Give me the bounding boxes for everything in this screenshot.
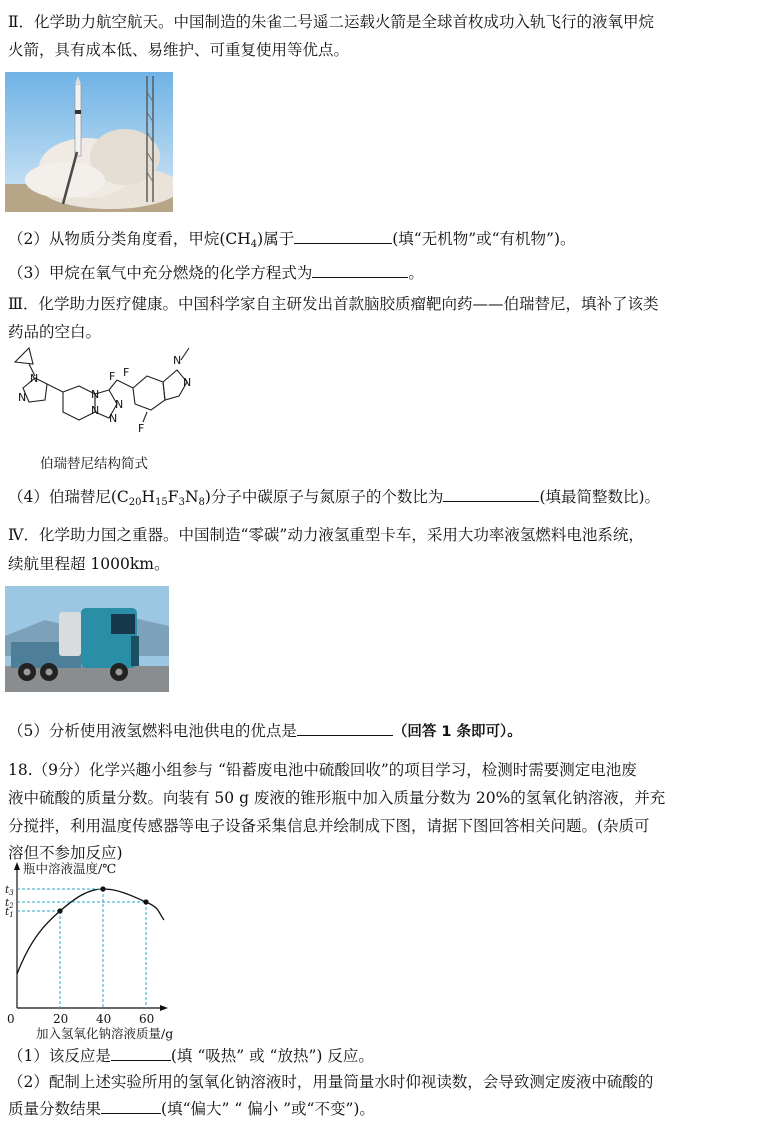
q5-text-post: （回答 1 条即可）。 xyxy=(392,724,522,740)
q4-answer-blank[interactable] xyxy=(443,484,539,502)
data-point xyxy=(100,886,105,891)
formula-element: H xyxy=(141,488,156,506)
x-tick-label: 60 xyxy=(139,1012,155,1026)
q18-2-line-1: （2）配制上述实验所用的氢氧化钠溶液时，用量筒量水时仰视读数，会导致测定废液中硫酸的 xyxy=(8,1073,654,1091)
q18-line-1: 18.（9分）化学兴趣小组参与 “铅蓄废电池中硫酸回收”的项目学习，检测时需要测定电池废 xyxy=(8,761,637,779)
q18-line-2: 液中硫酸的质量分数。向装有 50 g 废液的锥形瓶中加入质量分数为 20%的氢氧化钠溶液，并充 xyxy=(8,789,666,807)
atom-label: N xyxy=(173,354,182,367)
question-3 xyxy=(8,260,424,285)
question-2 xyxy=(8,226,576,257)
q5-answer-blank[interactable] xyxy=(297,718,393,736)
q18-1 xyxy=(8,1043,374,1068)
q18-1-text-pre: （1）该反应是 xyxy=(8,1047,111,1065)
atom-label: F xyxy=(109,370,116,383)
formula-element: C xyxy=(116,488,129,506)
formula-element: N xyxy=(184,488,199,506)
q18-2-text-pre: 质量分数结果 xyxy=(8,1100,102,1118)
section-3-line-2: 药品的空白。 xyxy=(8,323,102,341)
data-point xyxy=(143,899,148,904)
q18-line-3: 分搅拌，利用温度传感器等电子设备采集信息并绘制成下图，请据下图回答相关问题。(杂质可 xyxy=(8,817,650,835)
y-tick-subscript: 1 xyxy=(9,911,14,919)
q5-text-pre: （5）分析使用液氢燃料电池供电的优点是 xyxy=(8,722,297,740)
q18-2-answer-blank[interactable] xyxy=(101,1096,161,1114)
molecule-atom-labels xyxy=(18,354,191,435)
atom-label: N xyxy=(30,372,39,385)
q2-text-post: (填“无机物”或“有机物”)。 xyxy=(392,230,576,248)
atom-label: N xyxy=(183,376,192,389)
y-tick-label: t2 xyxy=(5,897,14,910)
y-tick-subscript: 3 xyxy=(9,889,14,897)
q4-text-post: (填最简整数比)。 xyxy=(539,488,661,506)
truck-image xyxy=(5,586,169,692)
atom-label: F xyxy=(123,366,130,379)
formula-subscript: 8 xyxy=(198,497,205,508)
y-axis-label: 瓶中溶液温度/℃ xyxy=(23,861,117,876)
question-4 xyxy=(8,484,660,515)
section-2-line-2: 火箭，具有成本低、易维护、可重复使用等优点。 xyxy=(8,41,350,59)
rocket-launch-image xyxy=(5,72,173,212)
formula-element: F xyxy=(167,488,179,506)
x-axis-arrow xyxy=(160,1005,168,1011)
section-2-line-1: Ⅱ．化学助力航空航天。中国制造的朱雀二号遥二运载火箭是全球首枚成功入轨飞行的液氧甲烷 xyxy=(8,13,655,31)
section-4-line-2: 续航里程超 1000km。 xyxy=(8,555,170,573)
section-3-line-1: Ⅲ．化学助力医疗健康。中国科学家自主研发出首款脑胶质瘤靶向药——伯瑞替尼，填补了该类 xyxy=(8,295,659,313)
y-tick-label: t3 xyxy=(5,884,14,897)
q4-text-pre: （4）伯瑞替尼( xyxy=(8,488,117,506)
atom-label: N xyxy=(91,388,100,401)
q3-answer-blank[interactable] xyxy=(312,260,408,278)
y-tick-label: t1 xyxy=(5,906,14,919)
structure-caption: 伯瑞替尼结构简式 xyxy=(40,456,148,472)
section-4-line-1: Ⅳ．化学助力国之重器。中国制造“零碳”动力液氢重型卡车，采用大功率液氢燃料电池系统， xyxy=(8,526,644,544)
q4-formula xyxy=(117,488,205,506)
formula-subscript: 20 xyxy=(128,497,142,508)
x-axis-label: 加入氢氧化钠溶液质量/g xyxy=(36,1026,174,1041)
q2-text-mid: )属于 xyxy=(257,230,295,248)
q18-2-line-2 xyxy=(8,1096,375,1121)
q18-1-text-post: (填 “吸热” 或 “放热”) 反应。 xyxy=(170,1047,374,1065)
q2-subscript: 4 xyxy=(250,239,258,250)
q3-text-post: 。 xyxy=(408,264,424,282)
origin-label: 0 xyxy=(7,1012,15,1026)
formula-subscript: 3 xyxy=(178,497,185,508)
x-tick-label: 40 xyxy=(96,1012,112,1026)
y-tick-subscript: 2 xyxy=(9,902,14,910)
q18-2-text-post: (填“偏大” “ 偏小 ”或“不变”)。 xyxy=(161,1100,375,1118)
atom-label: N xyxy=(18,391,27,404)
formula-subscript: 15 xyxy=(155,497,168,508)
atom-label: F xyxy=(138,422,145,435)
atom-label: N xyxy=(91,404,100,417)
atom-label: N xyxy=(115,398,124,411)
y-axis-arrow xyxy=(14,862,20,870)
q2-answer-blank[interactable] xyxy=(294,226,392,244)
atom-label: N xyxy=(109,412,118,425)
q18-1-answer-blank[interactable] xyxy=(111,1043,171,1061)
data-point xyxy=(57,908,62,913)
q4-text-mid: )分子中碳原子与氮原子的个数比为 xyxy=(204,488,444,506)
q2-text-pre: （2）从物质分类角度看，甲烷(CH xyxy=(8,230,251,248)
q3-text-pre: （3）甲烷在氧气中充分燃烧的化学方程式为 xyxy=(8,264,313,282)
x-tick-label: 20 xyxy=(53,1012,69,1026)
question-5 xyxy=(8,718,522,744)
q18-line-4: 溶但不参加反应) xyxy=(8,844,123,862)
temperature-chart xyxy=(0,858,240,1042)
